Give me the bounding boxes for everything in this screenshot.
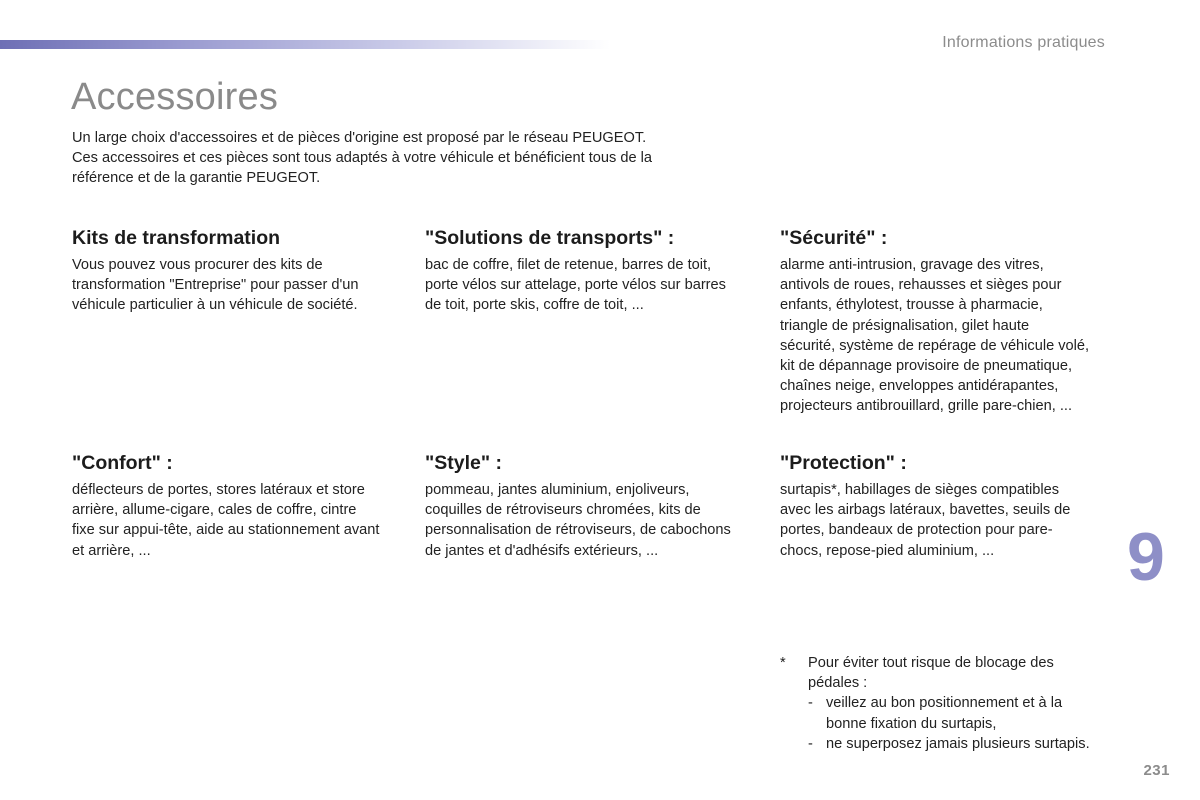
section-style (425, 451, 765, 561)
footnote-intro (780, 653, 1120, 693)
page-title: Accessoires (71, 76, 279, 118)
header-accent-bar (0, 40, 610, 49)
footnote-item-line: ne superposez jamais plusieurs surtapis. (826, 735, 1090, 752)
body-line: personnalisation de rétroviseurs, de cabochons (425, 522, 731, 539)
section-heading: "Sécurité" : (780, 227, 888, 249)
footnote-line: Pour éviter tout risque de blocage des (808, 655, 1054, 671)
body-line: pommeau, jantes aluminium, enjoliveurs, (425, 482, 690, 498)
intro-line: Ces accessoires et ces pièces sont tous adaptés à votre véhicule et bénéficient tous de la (72, 150, 653, 166)
footnote-marker: * (780, 655, 786, 671)
footnote-line: pédales : (808, 675, 868, 692)
body-line: de toit, porte skis, coffre de toit, ... (425, 297, 644, 314)
footnote (780, 653, 1120, 754)
intro-line: Un large choix d'accessoires et de pièces d'origine est proposé par le réseau PEUGEOT. (72, 130, 647, 146)
body-line: surtapis*, habillages de sièges compatibles (780, 482, 1060, 498)
body-line: projecteurs antibrouillard, grille pare-chien, ... (780, 398, 1073, 415)
body-line: arrière, allume-cigare, cales de coffre, cintre (72, 502, 357, 519)
footnote-text (808, 653, 1054, 693)
body-line: Vous pouvez vous procurer des kits de (72, 257, 323, 273)
footnote-item-line: veillez au bon positionnement et à la (826, 695, 1063, 712)
intro-paragraph (72, 128, 712, 188)
section-body (780, 255, 1120, 417)
section-kits-transformation (72, 226, 412, 316)
body-line: fixe sur appui-tête, aide au stationnement avant (72, 522, 380, 539)
body-line: alarme anti-intrusion, gravage des vitres, (780, 257, 1044, 273)
body-line: chocs, repose-pied aluminium, ... (780, 542, 995, 559)
body-line: transformation "Entreprise" pour passer d'un (72, 277, 359, 294)
body-line: avec les airbags latéraux, bavettes, seuils de (780, 502, 1071, 519)
section-body (425, 480, 765, 561)
body-line: triangle de présignalisation, gilet haute (780, 317, 1030, 334)
body-line: antivols de roues, rehausses et sièges pour (780, 277, 1062, 294)
body-line: sécurité, système de repérage de véhicule volé, (780, 337, 1090, 354)
footnote-item-line: bonne fixation du surtapis, (826, 715, 997, 732)
section-body (72, 255, 412, 316)
section-securite (780, 226, 1120, 417)
body-line: porte vélos sur attelage, porte vélos sur barres (425, 277, 726, 294)
body-line: et arrière, ... (72, 542, 151, 559)
body-line: déflecteurs de portes, stores latéraux et store (72, 482, 365, 498)
section-heading: "Protection" : (780, 452, 907, 474)
body-line: véhicule particulier à un véhicule de société. (72, 297, 358, 314)
body-line: kit de dépannage provisoire de pneumatique, (780, 358, 1073, 375)
section-protection (780, 451, 1120, 561)
body-line: enfants, éthylotest, trousse à pharmacie, (780, 297, 1043, 314)
footnote-item-text (826, 734, 1090, 754)
body-line: portes, bandeaux de protection pour pare- (780, 522, 1053, 539)
footnote-item-text (826, 693, 1062, 733)
section-body (72, 480, 412, 561)
chapter-number: 9 (1127, 519, 1165, 595)
section-heading: "Confort" : (72, 452, 173, 474)
section-heading: "Solutions de transports" : (425, 227, 675, 249)
body-line: coquilles de rétroviseurs chromées, kits de (425, 502, 701, 519)
footnote-item (780, 734, 1120, 754)
page-number: 231 (1143, 762, 1170, 779)
section-header: Informations pratiques (942, 34, 1105, 51)
body-line: de jantes et d'adhésifs extérieurs, ... (425, 542, 659, 559)
section-body (780, 480, 1120, 561)
section-body (425, 255, 765, 316)
bullet-dash: - (808, 735, 813, 752)
body-line: bac de coffre, filet de retenue, barres de toit, (425, 257, 712, 273)
section-heading: "Style" : (425, 452, 503, 474)
section-heading: Kits de transformation (72, 227, 281, 249)
body-line: chaînes neige, enveloppes antidérapantes, (780, 378, 1059, 395)
intro-line: référence et de la garantie PEUGEOT. (72, 170, 321, 186)
section-confort (72, 451, 412, 561)
footnote-item (780, 693, 1120, 733)
section-solutions-transports (425, 226, 765, 316)
bullet-dash: - (808, 695, 813, 712)
